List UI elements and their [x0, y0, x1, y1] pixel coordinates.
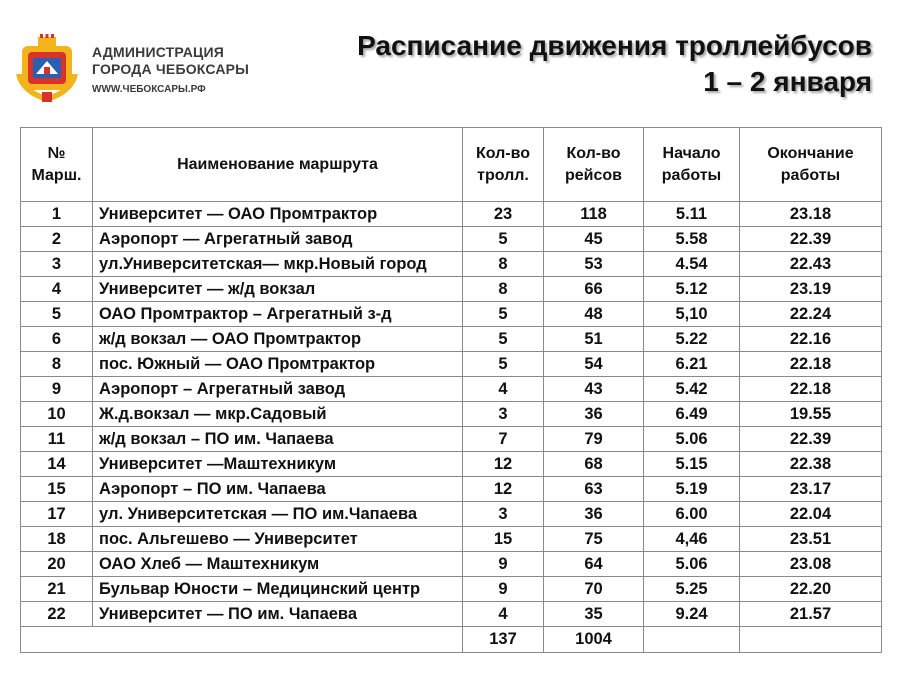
trolley-count: 4: [463, 377, 544, 402]
route-name: Бульвар Юности – Медицинский центр: [93, 577, 463, 602]
totals-empty-cell: [740, 627, 882, 653]
table-row: [21, 452, 882, 477]
end-time: 23.19: [740, 277, 882, 302]
route-name: Университет —Маштехникум: [93, 452, 463, 477]
org-website: WWW.ЧЕБОКСАРЫ.РФ: [92, 84, 206, 95]
trolley-count: 12: [463, 452, 544, 477]
start-time: 5,10: [644, 302, 740, 327]
route-name: Ж.д.вокзал — мкр.Садовый: [93, 402, 463, 427]
column-header-number: № Марш.: [21, 128, 93, 202]
column-header-trips: Кол-во рейсов: [544, 128, 644, 202]
end-time: 19.55: [740, 402, 882, 427]
start-time: 5.15: [644, 452, 740, 477]
trip-count: 118: [544, 202, 644, 227]
trip-count: 36: [544, 502, 644, 527]
route-number: 18: [21, 527, 93, 552]
start-time: 5.58: [644, 227, 740, 252]
organization-name: [92, 44, 249, 98]
trip-count: 54: [544, 352, 644, 377]
route-name: ж/д вокзал – ПО им. Чапаева: [93, 427, 463, 452]
route-name: ОАО Хлеб — Маштехникум: [93, 552, 463, 577]
end-time: 22.04: [740, 502, 882, 527]
trolley-count: 3: [463, 502, 544, 527]
table-row: [21, 427, 882, 452]
org-name-line2: ГОРОДА ЧЕБОКСАРЫ: [92, 61, 250, 77]
trip-count: 53: [544, 252, 644, 277]
table-row: [21, 527, 882, 552]
route-name: Аэропорт – Агрегатный завод: [93, 377, 463, 402]
start-time: 5.06: [644, 427, 740, 452]
table-row: [21, 377, 882, 402]
route-number: 6: [21, 327, 93, 352]
route-number: 2: [21, 227, 93, 252]
table-row: [21, 277, 882, 302]
column-header-trolleys: Кол-во тролл.: [463, 128, 544, 202]
route-number: 8: [21, 352, 93, 377]
route-name: Университет — ОАО Промтрактор: [93, 202, 463, 227]
route-name: Аэропорт — Агрегатный завод: [93, 227, 463, 252]
end-time: 23.17: [740, 477, 882, 502]
totals-row: [21, 627, 882, 653]
totals-label-cell: [21, 627, 463, 653]
route-name: ж/д вокзал — ОАО Промтрактор: [93, 327, 463, 352]
end-time: 22.16: [740, 327, 882, 352]
route-name: ул.Университетская— мкр.Новый город: [93, 252, 463, 277]
route-number: 4: [21, 277, 93, 302]
end-time: 22.24: [740, 302, 882, 327]
table-row: [21, 502, 882, 527]
trolley-count: 8: [463, 252, 544, 277]
trolley-count: 7: [463, 427, 544, 452]
end-time: 22.39: [740, 227, 882, 252]
trolley-count: 23: [463, 202, 544, 227]
table-row: [21, 477, 882, 502]
trip-count: 43: [544, 377, 644, 402]
start-time: 6.21: [644, 352, 740, 377]
route-number: 20: [21, 552, 93, 577]
trip-count: 51: [544, 327, 644, 352]
end-time: 22.43: [740, 252, 882, 277]
trolley-count: 8: [463, 277, 544, 302]
table-row: [21, 577, 882, 602]
start-time: 4,46: [644, 527, 740, 552]
end-time: 21.57: [740, 602, 882, 627]
table-row: [21, 252, 882, 277]
route-name: ул. Университетская — ПО им.Чапаева: [93, 502, 463, 527]
table-row: [21, 402, 882, 427]
table-row: [21, 227, 882, 252]
trolley-count: 4: [463, 602, 544, 627]
route-name: ОАО Промтрактор – Агрегатный з-д: [93, 302, 463, 327]
table-body: [21, 202, 882, 653]
trip-count: 68: [544, 452, 644, 477]
org-name-line1: АДМИНИСТРАЦИЯ: [92, 44, 224, 60]
table-row: [21, 552, 882, 577]
start-time: 6.49: [644, 402, 740, 427]
trip-count: 35: [544, 602, 644, 627]
end-time: 22.38: [740, 452, 882, 477]
trip-count: 79: [544, 427, 644, 452]
route-number: 9: [21, 377, 93, 402]
route-number: 17: [21, 502, 93, 527]
route-number: 10: [21, 402, 93, 427]
total-trolleys: 137: [463, 627, 544, 653]
title-line1: Расписание движения троллейбусов: [357, 30, 872, 61]
column-header-route-name: Наименование маршрута: [93, 128, 463, 202]
start-time: 5.06: [644, 552, 740, 577]
start-time: 5.12: [644, 277, 740, 302]
end-time: 22.39: [740, 427, 882, 452]
trolley-count: 15: [463, 527, 544, 552]
end-time: 22.20: [740, 577, 882, 602]
start-time: 5.22: [644, 327, 740, 352]
start-time: 9.24: [644, 602, 740, 627]
trolley-count: 5: [463, 227, 544, 252]
trip-count: 36: [544, 402, 644, 427]
end-time: 22.18: [740, 377, 882, 402]
trip-count: 48: [544, 302, 644, 327]
table-row: [21, 202, 882, 227]
route-number: 3: [21, 252, 93, 277]
city-emblem-icon: [14, 34, 80, 104]
route-number: 14: [21, 452, 93, 477]
title-line2: 1 – 2 января: [703, 66, 872, 97]
route-name: Университет — ж/д вокзал: [93, 277, 463, 302]
end-time: 22.18: [740, 352, 882, 377]
route-name: пос. Южный — ОАО Промтрактор: [93, 352, 463, 377]
trolley-count: 12: [463, 477, 544, 502]
totals-empty-cell: [644, 627, 740, 653]
route-name: пос. Альгешево — Университет: [93, 527, 463, 552]
route-number: 11: [21, 427, 93, 452]
trolley-count: 9: [463, 577, 544, 602]
page-title: [357, 28, 872, 100]
start-time: 6.00: [644, 502, 740, 527]
trip-count: 66: [544, 277, 644, 302]
table-row: [21, 352, 882, 377]
trolley-count: 5: [463, 327, 544, 352]
trolley-count: 3: [463, 402, 544, 427]
route-name: Университет — ПО им. Чапаева: [93, 602, 463, 627]
column-header-end: Окончание работы: [740, 128, 882, 202]
trip-count: 70: [544, 577, 644, 602]
trip-count: 45: [544, 227, 644, 252]
route-number: 21: [21, 577, 93, 602]
trolley-count: 5: [463, 302, 544, 327]
table-header-row: [21, 128, 882, 202]
trip-count: 75: [544, 527, 644, 552]
start-time: 5.19: [644, 477, 740, 502]
trip-count: 64: [544, 552, 644, 577]
table-row: [21, 302, 882, 327]
schedule-table: [20, 127, 882, 653]
table-row: [21, 602, 882, 627]
route-number: 22: [21, 602, 93, 627]
start-time: 5.42: [644, 377, 740, 402]
route-number: 5: [21, 302, 93, 327]
route-number: 15: [21, 477, 93, 502]
start-time: 5.25: [644, 577, 740, 602]
route-name: Аэропорт – ПО им. Чапаева: [93, 477, 463, 502]
end-time: 23.51: [740, 527, 882, 552]
trip-count: 63: [544, 477, 644, 502]
trolley-count: 5: [463, 352, 544, 377]
route-number: 1: [21, 202, 93, 227]
table-row: [21, 327, 882, 352]
slide-header: [0, 0, 900, 125]
total-trips: 1004: [544, 627, 644, 653]
end-time: 23.18: [740, 202, 882, 227]
start-time: 4.54: [644, 252, 740, 277]
end-time: 23.08: [740, 552, 882, 577]
start-time: 5.11: [644, 202, 740, 227]
column-header-start: Начало работы: [644, 128, 740, 202]
trolley-count: 9: [463, 552, 544, 577]
